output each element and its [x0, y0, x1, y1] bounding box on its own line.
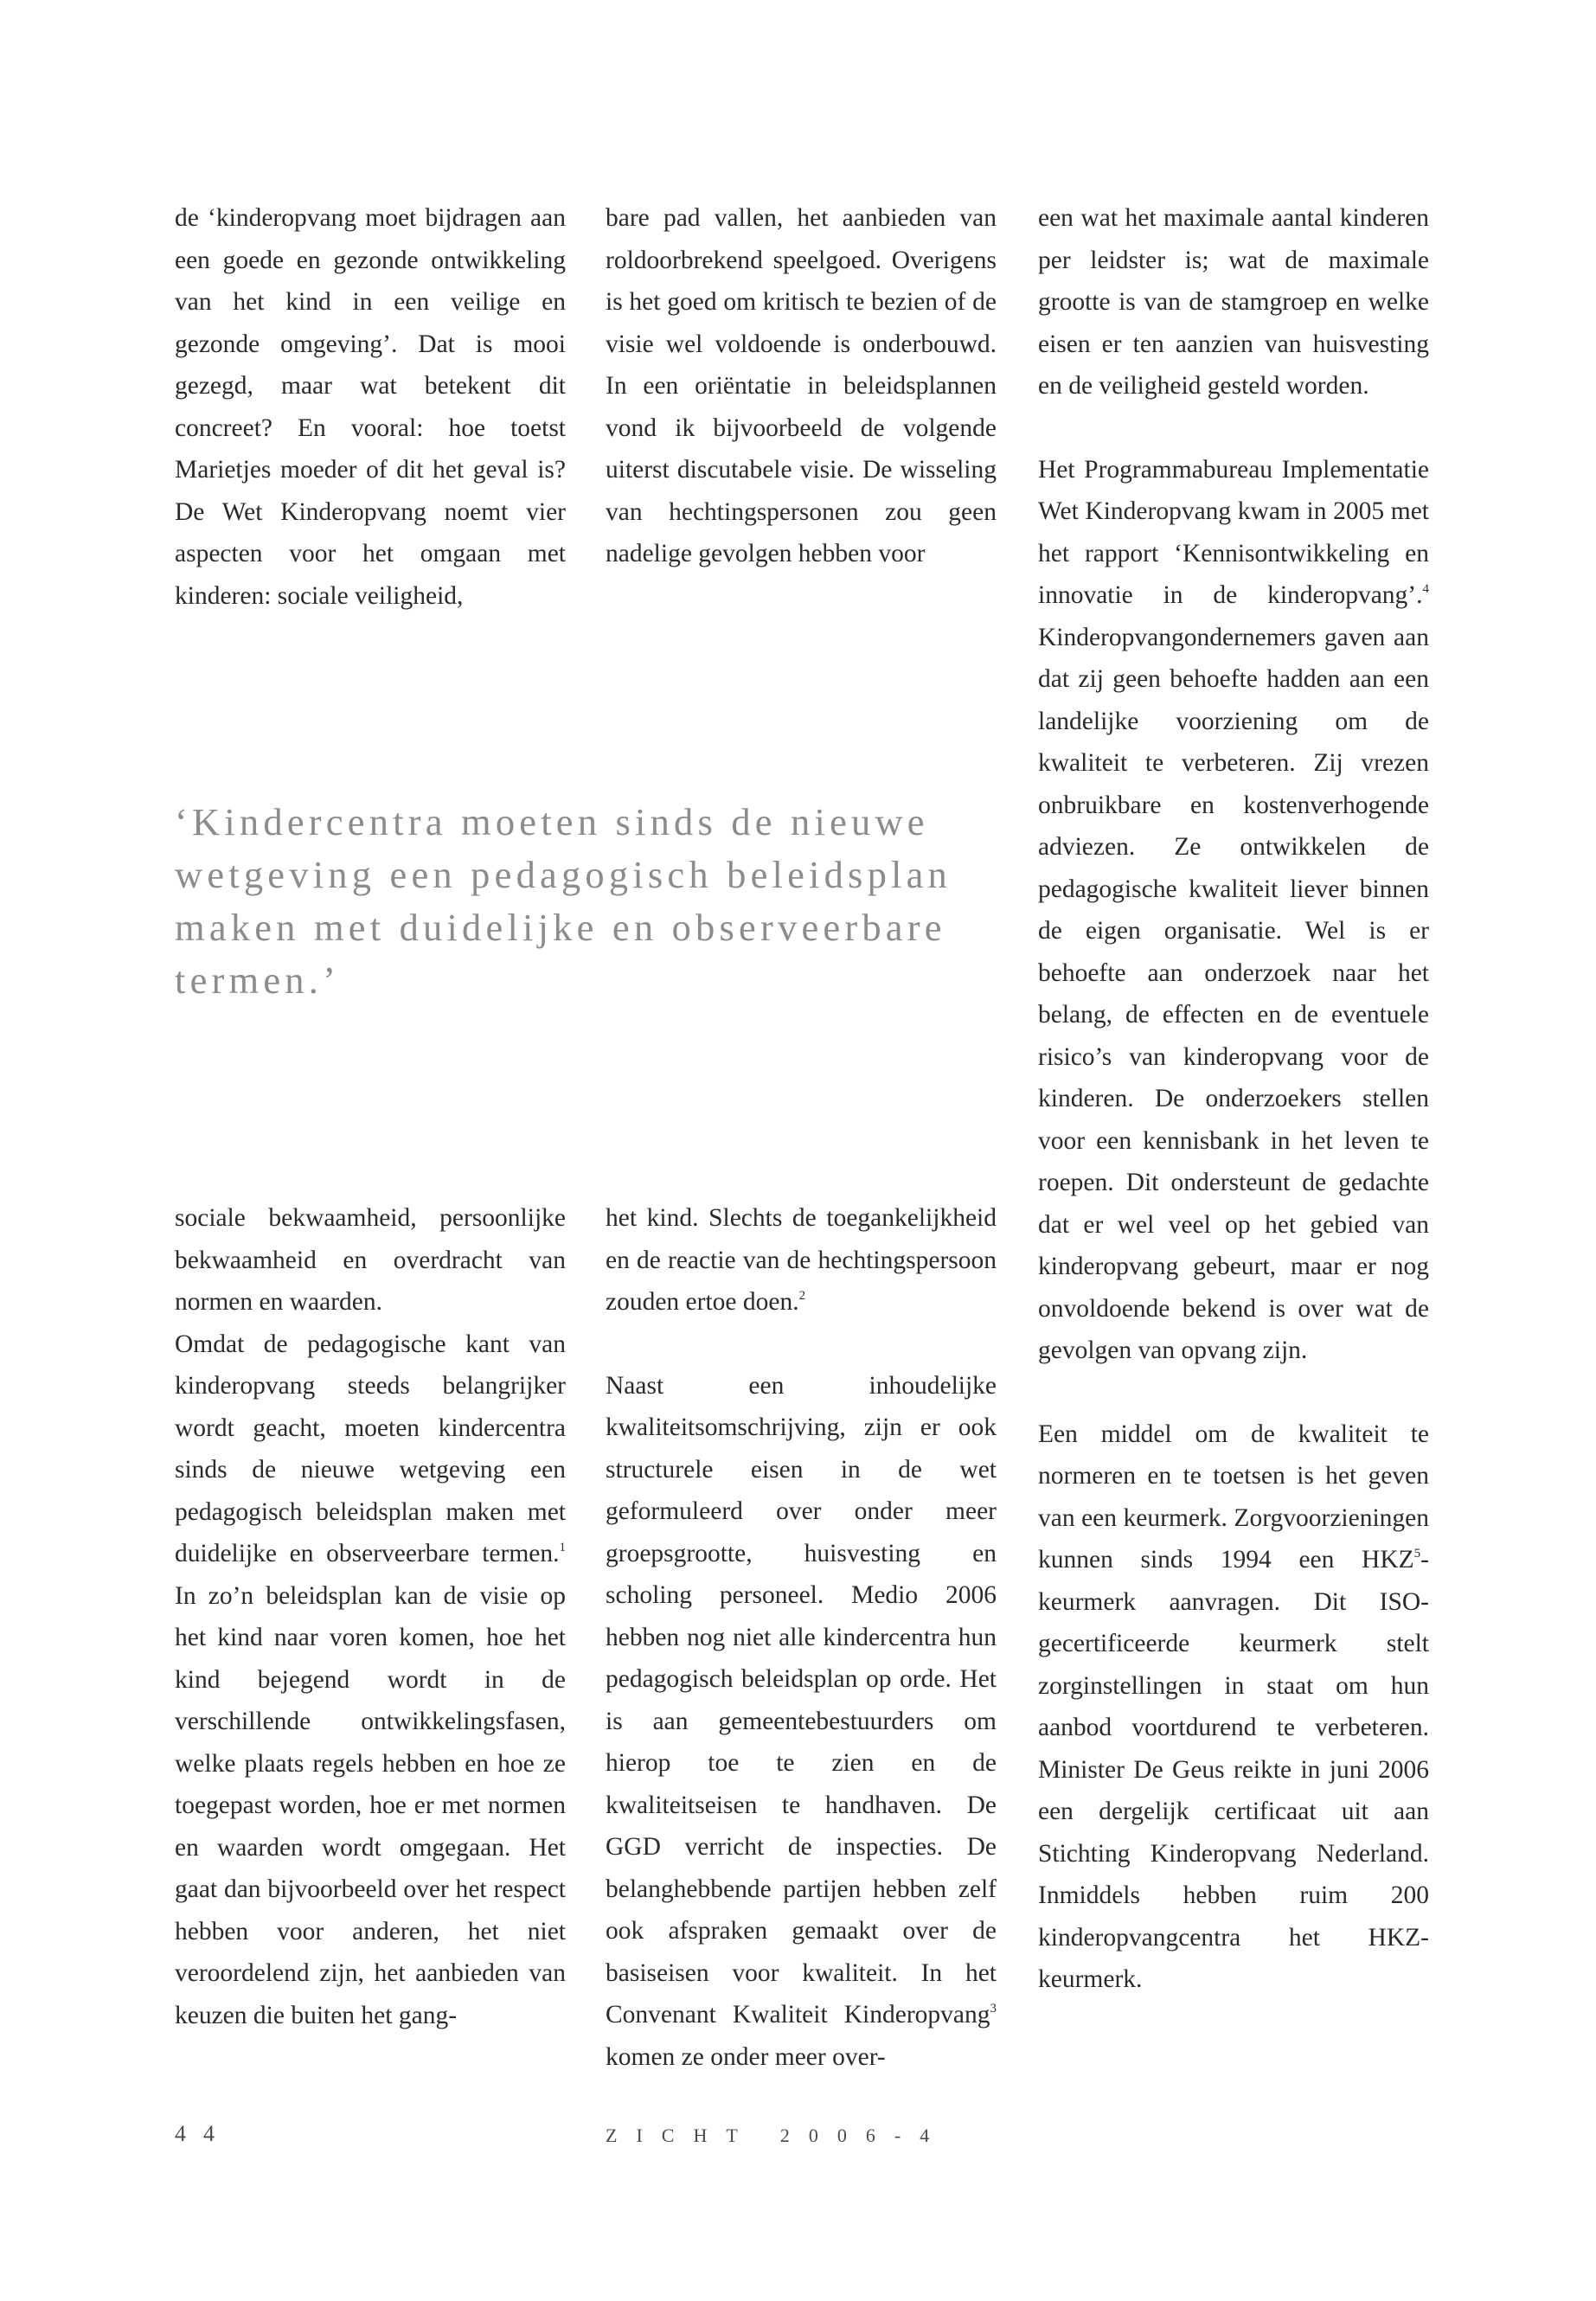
- column-3: [1038, 197, 1429, 2001]
- column-1-top: [175, 197, 566, 617]
- footnote-ref: 1: [559, 1541, 566, 1554]
- paragraph: het kind. Slechts de toegankelijkheid en de reactie van de hechtingspersoon zouden ertoe doen.$^2$: [606, 1204, 997, 1316]
- column-1-bottom: [175, 1197, 566, 2036]
- paragraph: Een middel om de kwaliteit te normeren en te toetsen is het geven van een keurmerk. Zorgvoorzieningen kunnen sinds 1994 een HKZ$^5$-keurmerk aanvragen. Dit ISO-gecertificeerde keurmerk stelt zorginstellingen in staat om hun aanbod voortdurend te verbeteren. Minister De Geus reikte in juni 2006 een dergelijk certificaat uit aan Stichting Kinderopvang Nederland. Inmiddels hebben ruim 200 kinderopvangcentra het HKZ-keurmerk.: [1038, 1420, 1429, 1993]
- journal-running-footer: ZICHT 2006-4: [606, 2125, 949, 2146]
- footnote-ref: 4: [1422, 582, 1429, 596]
- paragraph: Naast een inhoudelijke kwaliteitsomschrijving, zijn er ook structurele eisen in de wet geformuleerd over onder meer groepsgrootte, huisvesting en scholing personeel. Medio 2006 hebben nog niet alle kindercentra hun pedagogisch beleidsplan op orde. Het is aan gemeentebestuurders om hierop toe te zien en de kwaliteitseisen te handhaven. De GGD verricht de inspecties. De belanghebbende partijen hebben zelf ook afspraken gemaakt over de basiseisen voor kwaliteit. In het Convenant Kwaliteit Kinderopvang$^3$ komen ze onder meer over-: [606, 1371, 997, 2071]
- paragraph: Het Programmabureau Implementatie Wet Kinderopvang kwam in 2005 met het rapport ‘Kennisontwikkeling en innovatie in de kinderopvang’.$^4$ Kinderopvangondernemers gaven aan dat zij geen behoefte hadden aan een landelijke voorziening om de kwaliteit te verbeteren. Zij vrezen onbruikbare en kostenverhogende adviezen. Ze ontwikkelen de pedagogische kwaliteit liever binnen de eigen organisatie. Wel is er behoefte aan onderzoek naar het belang, de effecten en de eventuele risico’s van kinderopvang voor de kinderen. De onderzoekers stellen voor een kennisbank in het leven te roepen. Dit ondersteunt de gedachte dat er wel veel op het gebied van kinderopvang gebeurt, maar er nog onvoldoende bekend is over wat de gevolgen van opvang zijn.: [1038, 455, 1429, 1364]
- paragraph: bare pad vallen, het aanbieden van roldoorbrekend speelgoed. Overigens is het goed om kritisch te bezien of de visie wel voldoende is onderbouwd. In een oriëntatie in beleidsplannen vond ik bijvoorbeeld de volgende uiterst discutabele visie. De wisseling van hechtingspersonen zou geen nadelige gevolgen hebben voor: [606, 204, 997, 567]
- pull-quote: ‘Kindercentra moeten sinds de nieuwe wetgeving een pedagogisch beleidsplan maken met duidelijke en observeerbare termen.’: [175, 800, 952, 1002]
- footnote-ref: 5: [1413, 1547, 1421, 1561]
- page-number: 44: [175, 2121, 232, 2146]
- paragraph: sociale bekwaamheid, persoonlijke bekwaamheid en overdracht van normen en waarden.: [175, 1204, 566, 1316]
- paragraph: een wat het maximale aantal kinderen per leidster is; wat de maximale grootte is van de stamgroep en welke eisen er ten aanzien van huisvesting en de veiligheid gesteld worden.: [1038, 204, 1429, 400]
- footnote-ref: 2: [798, 1289, 806, 1303]
- paragraph: Omdat de pedagogische kant van kinderopvang steeds belangrijker wordt geacht, moeten kindercentra sinds de nieuwe wetgeving een pedagogisch beleidsplan maken met duidelijke en observeerbare termen.$^1$ In zo’n beleidsplan kan de visie op het kind naar voren komen, hoe het kind bejegend wordt in de verschillende ontwikkelingsfasen, welke plaats regels hebben en hoe ze toegepast worden, hoe er met normen en waarden wordt omgegaan. Het gaat dan bijvoorbeeld over het respect hebben voor anderen, het niet veroordelend zijn, het aanbieden van keuzen die buiten het gang-: [175, 1330, 566, 2029]
- footnote-ref: 3: [990, 2002, 997, 2016]
- paragraph: de ‘kinderopvang moet bijdragen aan een goede en gezonde ontwikkeling van het kind in een veilige en gezonde omgeving’. Dat is mooi gezegd, maar wat betekent dit concreet? En vooral: hoe toetst Marietjes moeder of dit het geval is? De Wet Kinderopvang noemt vier aspecten voor het omgaan met kinderen: sociale veiligheid,: [175, 204, 566, 610]
- column-2-top: [606, 197, 997, 575]
- column-2-bottom: [606, 1197, 997, 2078]
